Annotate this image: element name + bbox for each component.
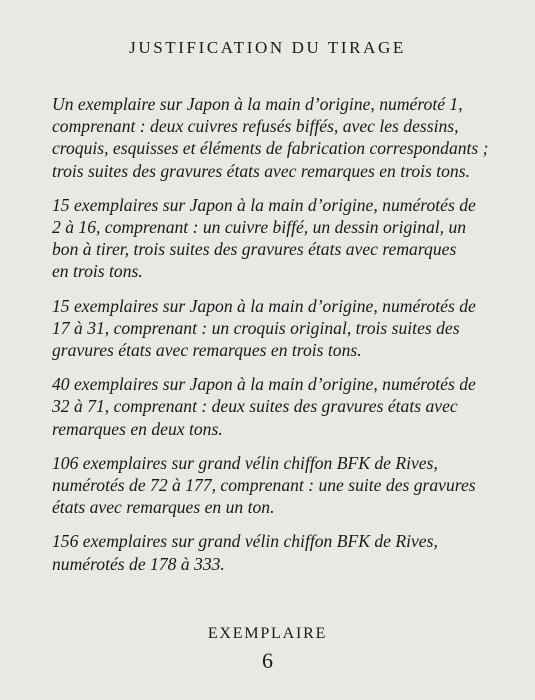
entry-line: croquis, esquisses et éléments de fabrication correspondants ;	[52, 138, 489, 159]
entry-line: trois suites des gravures états avec remarques en trois tons.	[52, 160, 470, 181]
entry-line: Un exemplaire sur Japon à la main d’origine, numéroté 1,	[52, 94, 463, 114]
edition-entry	[52, 373, 497, 440]
page-title: JUSTIFICATION DU TIRAGE	[129, 38, 406, 57]
entry-line: 17 à 31, comprenant : un croquis original, trois suites des	[52, 317, 460, 338]
entry-line: 15 exemplaires sur Japon à la main d’origine, numérotés de	[52, 194, 476, 215]
entry-line: 156 exemplaires sur grand vélin chiffon BFK de Rives,	[52, 531, 438, 552]
entry-line: 106 exemplaires sur grand vélin chiffon BFK de Rives,	[52, 452, 438, 473]
exemplaire-number: 6	[262, 648, 273, 673]
edition-entry	[52, 295, 497, 362]
edition-entries	[52, 93, 497, 587]
exemplaire-label: EXEMPLAIRE	[207, 625, 328, 642]
entry-line: numérotés de 72 à 177, comprenant : une suite des gravures	[52, 475, 476, 496]
entry-line: numérotés de 178 à 333.	[52, 553, 225, 574]
entry-line: comprenant : deux cuivres refusés biffés, avec les dessins,	[52, 116, 459, 137]
entry-line: bon à tirer, trois suites des gravures états avec remarques	[52, 239, 457, 260]
edition-entry	[52, 194, 497, 283]
entry-line: en trois tons.	[52, 261, 143, 282]
entry-line: 2 à 16, comprenant : un cuivre biffé, un dessin original, un	[52, 217, 467, 238]
entry-line: 15 exemplaires sur Japon à la main d’origine, numérotés de	[52, 295, 476, 316]
entry-line: 40 exemplaires sur Japon à la main d’origine, numérotés de	[52, 374, 476, 395]
edition-entry	[52, 530, 497, 574]
edition-entry	[52, 93, 497, 182]
entry-line: remarques en deux tons.	[52, 418, 223, 439]
entry-line: états avec remarques en un ton.	[52, 497, 275, 518]
entry-line: gravures états avec remarques en trois tons.	[52, 340, 362, 361]
entry-line: 32 à 71, comprenant : deux suites des gravures états avec	[52, 396, 458, 417]
edition-entry	[52, 452, 497, 519]
